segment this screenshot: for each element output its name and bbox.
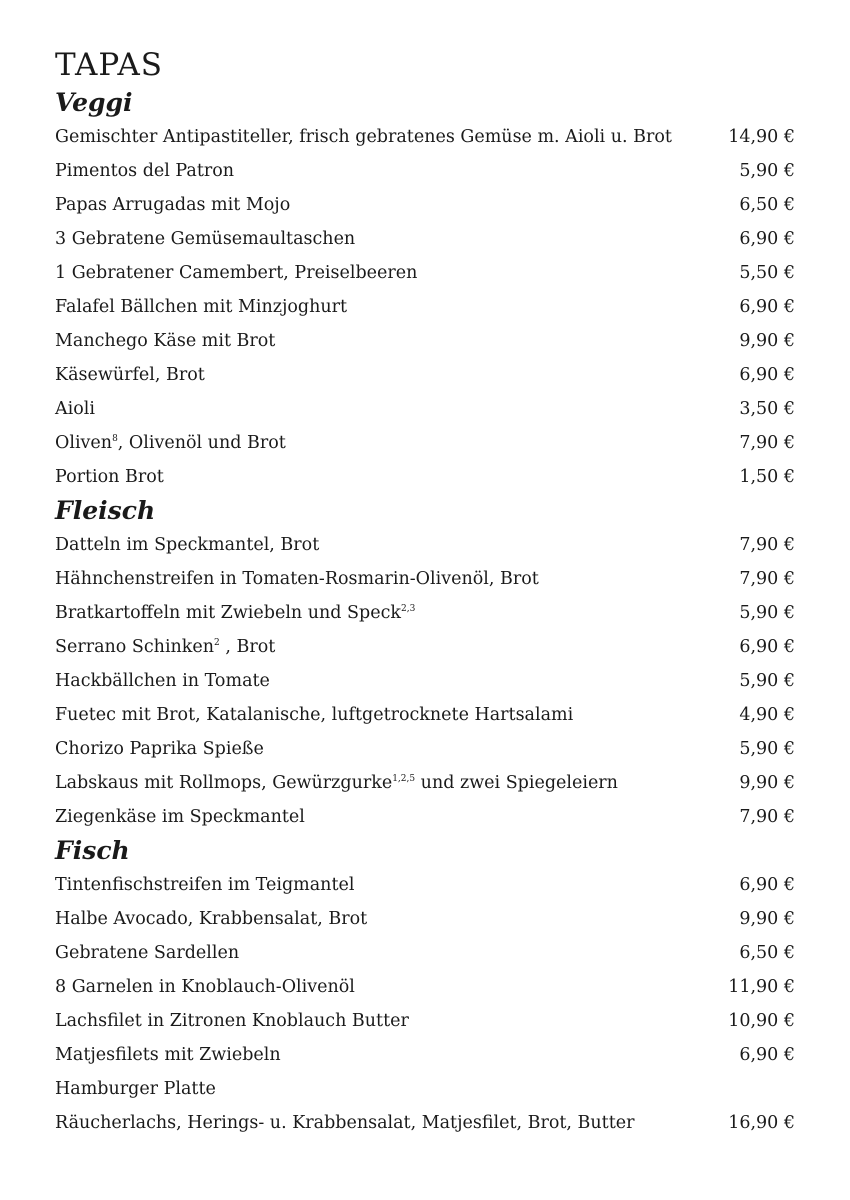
- item-price: 5,90 €: [739, 739, 795, 759]
- menu-list: [55, 86, 795, 1140]
- item-name: [55, 358, 205, 392]
- item-price: 6,90 €: [739, 875, 795, 895]
- menu-item: [55, 188, 795, 222]
- item-name-text: Ziegenkäse im Speckmantel: [55, 807, 305, 827]
- item-name: [55, 460, 164, 494]
- item-name: [55, 154, 234, 188]
- item-name-suffix: , Olivenöl und Brot: [117, 433, 286, 453]
- menu-item: [55, 970, 795, 1004]
- item-name: [55, 800, 305, 834]
- item-price: 7,90 €: [739, 433, 795, 453]
- item-name: [55, 698, 573, 732]
- item-name: [55, 868, 354, 902]
- menu-section-fisch: [55, 834, 795, 1140]
- menu-item: [55, 868, 795, 902]
- menu-item: [55, 392, 795, 426]
- item-price: 6,90 €: [739, 1045, 795, 1065]
- item-name: [55, 732, 264, 766]
- item-name-text: Matjesfilets mit Zwiebeln: [55, 1045, 281, 1065]
- menu-item: [55, 358, 795, 392]
- menu-item: [55, 460, 795, 494]
- item-name-text: Papas Arrugadas mit Mojo: [55, 195, 291, 215]
- section-title: Fisch: [55, 836, 130, 865]
- item-name-text: Räucherlachs, Herings- u. Krabbensalat, Matjesfilet, Brot, Butter: [55, 1113, 635, 1133]
- item-name-text: Hamburger Platte: [55, 1079, 216, 1099]
- item-name: [55, 1072, 216, 1106]
- item-name: [55, 188, 290, 222]
- section-title: Fleisch: [55, 496, 156, 525]
- menu-item: [55, 698, 795, 732]
- item-name: [55, 1004, 409, 1038]
- item-price: 4,90 €: [739, 705, 795, 725]
- menu-item: [55, 766, 795, 800]
- menu-section-veggi: [55, 86, 795, 494]
- item-name-text: Portion Brot: [55, 467, 164, 487]
- item-price: 7,90 €: [739, 807, 795, 827]
- item-price: 5,90 €: [739, 161, 795, 181]
- item-name-text: Oliven: [55, 433, 113, 453]
- item-price: 6,90 €: [739, 297, 795, 317]
- allergen-note: 2,3: [401, 604, 416, 614]
- item-price: 9,90 €: [739, 331, 795, 351]
- item-name: [55, 766, 618, 800]
- menu-item: [55, 426, 795, 460]
- menu-item: [55, 596, 795, 630]
- item-price: 3,50 €: [739, 399, 795, 419]
- item-price: 1,50 €: [739, 467, 795, 487]
- item-name: [55, 120, 672, 154]
- menu-item: [55, 902, 795, 936]
- section-title: Veggi: [55, 88, 133, 117]
- item-name-suffix: , Brot: [219, 637, 276, 657]
- item-name: [55, 630, 275, 664]
- item-name-text: 8 Garnelen in Knoblauch-Olivenöl: [55, 977, 355, 997]
- item-price: 6,90 €: [739, 229, 795, 249]
- item-price: 11,90 €: [728, 977, 795, 997]
- menu-section-fleisch: [55, 494, 795, 834]
- item-name: [55, 290, 347, 324]
- item-price: 16,90 €: [728, 1113, 795, 1133]
- item-price: 7,90 €: [739, 569, 795, 589]
- item-name-text: Gemischter Antipastiteller, frisch gebratenes Gemüse m. Aioli u. Brot: [55, 127, 672, 147]
- item-price: 6,90 €: [739, 637, 795, 657]
- item-name-text: Datteln im Speckmantel, Brot: [55, 535, 320, 555]
- allergen-note: 8: [112, 434, 118, 444]
- item-name-text: Serrano Schinken: [55, 637, 215, 657]
- item-name: [55, 902, 367, 936]
- menu-item: [55, 290, 795, 324]
- item-name: [55, 222, 355, 256]
- item-name-text: Fuetec mit Brot, Katalanische, luftgetrocknete Hartsalami: [55, 705, 574, 725]
- item-name: [55, 936, 239, 970]
- item-price: 14,90 €: [728, 127, 795, 147]
- item-name-suffix: und zwei Spiegeleiern: [415, 773, 618, 793]
- item-name: [55, 392, 95, 426]
- item-name-text: Chorizo Paprika Spieße: [55, 739, 264, 759]
- item-price: 5,90 €: [739, 603, 795, 623]
- menu-item: [55, 562, 795, 596]
- item-price: 9,90 €: [739, 909, 795, 929]
- page-title: TAPAS: [55, 46, 164, 83]
- menu-item: [55, 1106, 795, 1140]
- item-name-text: Lachsfilet in Zitronen Knoblauch Butter: [55, 1011, 409, 1031]
- item-name-text: 3 Gebratene Gemüsemaultaschen: [55, 229, 356, 249]
- menu-item: [55, 222, 795, 256]
- menu-item: [55, 630, 795, 664]
- allergen-note: 1,2,5: [392, 774, 416, 784]
- item-name-text: Hähnchenstreifen in Tomaten-Rosmarin-Olivenöl, Brot: [55, 569, 539, 589]
- menu-item: [55, 1072, 795, 1106]
- menu-item: [55, 256, 795, 290]
- item-price: 5,90 €: [739, 671, 795, 691]
- item-name-text: Manchego Käse mit Brot: [55, 331, 276, 351]
- item-name: [55, 256, 417, 290]
- item-name: [55, 324, 275, 358]
- menu-item: [55, 800, 795, 834]
- item-name-text: Pimentos del Patron: [55, 161, 235, 181]
- item-name-text: Käsewürfel, Brot: [55, 365, 205, 385]
- item-name: [55, 664, 270, 698]
- menu-item: [55, 936, 795, 970]
- item-price: 9,90 €: [739, 773, 795, 793]
- item-price: 6,90 €: [739, 365, 795, 385]
- item-name: [55, 1106, 634, 1140]
- item-name-text: Tintenfischstreifen im Teigmantel: [55, 875, 355, 895]
- item-name-text: Bratkartoffeln mit Zwiebeln und Speck: [55, 603, 402, 623]
- item-price: 6,50 €: [739, 195, 795, 215]
- allergen-note: 2: [214, 638, 220, 648]
- menu-item: [55, 1038, 795, 1072]
- menu-item: [55, 120, 795, 154]
- item-name-text: Hackbällchen in Tomate: [55, 671, 270, 691]
- item-name: [55, 970, 355, 1004]
- item-name: [55, 528, 319, 562]
- item-name-text: Aioli: [55, 399, 95, 419]
- menu-item: [55, 324, 795, 358]
- item-name-text: Gebratene Sardellen: [55, 943, 240, 963]
- item-price: 5,50 €: [739, 263, 795, 283]
- item-price: 10,90 €: [728, 1011, 795, 1031]
- item-price: 6,50 €: [739, 943, 795, 963]
- menu-item: [55, 1004, 795, 1038]
- menu-item: [55, 528, 795, 562]
- item-name: [55, 1038, 281, 1072]
- menu-item: [55, 732, 795, 766]
- item-name-text: 1 Gebratener Camembert, Preiselbeeren: [55, 263, 418, 283]
- item-name: [55, 596, 415, 630]
- item-name-text: Falafel Bällchen mit Minzjoghurt: [55, 297, 348, 317]
- item-name-text: Halbe Avocado, Krabbensalat, Brot: [55, 909, 368, 929]
- item-price: 7,90 €: [739, 535, 795, 555]
- menu-item: [55, 664, 795, 698]
- item-name: [55, 562, 539, 596]
- menu-item: [55, 154, 795, 188]
- item-name: [55, 426, 286, 460]
- item-name-text: Labskaus mit Rollmops, Gewürzgurke: [55, 773, 393, 793]
